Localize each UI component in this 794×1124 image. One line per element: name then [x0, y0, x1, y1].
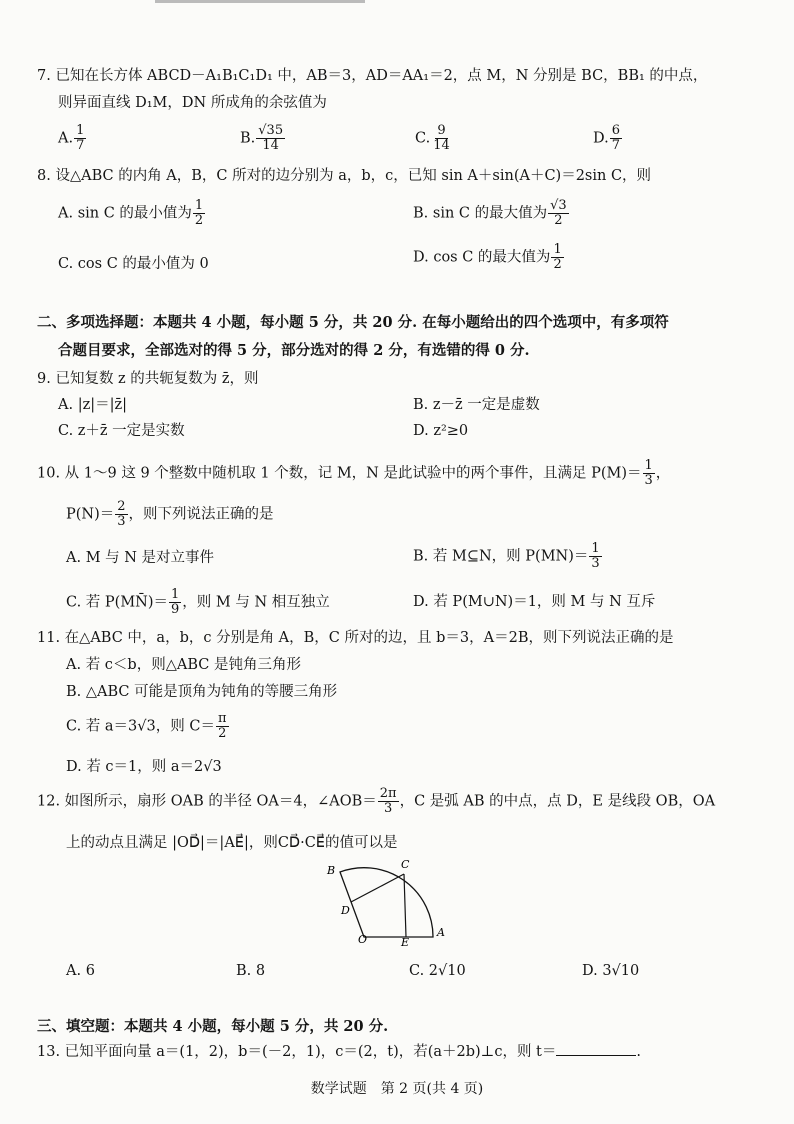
q8-option-b: B. sin C 的最大值为 $\frac{√3}{2}$	[413, 198, 567, 228]
q12-option-c: C. 2√10	[409, 963, 466, 979]
label-o: O	[358, 933, 368, 946]
q7-option-d: D. $\frac{6}{7}$	[593, 123, 620, 153]
segment-ce	[404, 874, 406, 937]
q13-answer-blank[interactable]	[556, 1041, 636, 1056]
label-d: D	[341, 904, 350, 917]
q7-option-c: C. $\frac{9}{14}$	[415, 123, 450, 153]
top-edge-mark	[155, 0, 365, 3]
q8-option-c: C. cos C 的最小值为 0	[58, 256, 209, 272]
q10-option-d: D. 若 P(M∪N)＝1，则 M 与 N 互斥	[413, 594, 656, 610]
sector-outline	[340, 868, 433, 937]
q7-option-b: B. $\frac{√35}{14}$	[240, 123, 284, 153]
q7-stem-2: 则异面直线 D₁M，DN 所成角的余弦值为	[58, 95, 327, 111]
q8-option-d: D. cos C 的最大值为 $\frac{1}{2}$	[413, 242, 562, 272]
q8-option-a: A. sin C 的最小值为 $\frac{1}{2}$	[58, 198, 204, 228]
q11-option-d: D. 若 c＝1，则 a＝2√3	[66, 759, 222, 775]
q9-stem: 9. 已知复数 z 的共轭复数为 z̄，则	[37, 371, 259, 387]
q10-option-b: B. 若 M⊆N，则 P(MN)＝ $\frac{1}{3}$	[413, 541, 600, 571]
label-c: C	[401, 858, 410, 871]
sector-figure	[320, 855, 450, 950]
q9-option-b: B. z－z̄ 一定是虚数	[413, 397, 540, 413]
q10-stem: 10. 从 1～9 这 9 个整数中随机取 1 个数，记 M，N 是此试验中的两个事件，且满足 P(M)＝ $\frac{1}{3}$ ，	[37, 458, 671, 488]
q11-option-a: A. 若 c＜b，则△ABC 是钝角三角形	[66, 657, 301, 673]
q11-option-b: B. △ABC 可能是顶角为钝角的等腰三角形	[66, 684, 338, 700]
section-2-heading-2: 合题目要求，全部选对的得 5 分，部分选对的得 2 分，有选错的得 0 分.	[58, 342, 530, 359]
label-b: B	[327, 864, 336, 877]
label-a: A	[437, 926, 445, 939]
q10-option-c: C. 若 P(MN̄)＝ $\frac{1}{9}$ ，则 M 与 N 相互独立	[66, 587, 330, 617]
q12-option-d: D. 3√10	[582, 963, 640, 979]
label-e: E	[401, 936, 410, 949]
q12-option-a: A. 6	[66, 963, 95, 979]
q8-stem: 8. 设△ABC 的内角 A，B，C 所对的边分别为 a，b，c，已知 sin A＋sin(A＋C)＝2sin C，则	[37, 168, 652, 184]
q13-stem: 13. 已知平面向量 a＝(1，2)，b＝(－2，1)，c＝(2，t)，若(a＋2b)⊥c，则 t＝ .	[37, 1041, 641, 1061]
q10-stem-2: P(N)＝ $\frac{2}{3}$ ，则下列说法正确的是	[66, 499, 274, 529]
segment-cd	[351, 874, 404, 902]
q11-stem: 11. 在△ABC 中，a，b，c 分别是角 A，B，C 所对的边，且 b＝3，A＝2B，则下列说法正确的是	[37, 630, 674, 646]
page-footer: 数学试题 第 2 页(共 4 页)	[310, 1081, 484, 1097]
q9-option-c: C. z＋z̄ 一定是实数	[58, 423, 185, 439]
q7-option-a: A. $\frac{1}{7}$	[58, 123, 85, 153]
section-3-heading: 三、填空题：本题共 4 小题，每小题 5 分，共 20 分.	[37, 1018, 389, 1035]
q12-option-b: B. 8	[236, 963, 266, 979]
q10-option-a: A. M 与 N 是对立事件	[66, 550, 215, 566]
q12-stem: 12. 如图所示，扇形 OAB 的半径 OA＝4，∠AOB＝ $\frac{2\pi}{3}$ ，C 是弧 AB 的中点，点 D，E 是线段 OB，OA	[37, 786, 716, 816]
q9-option-d: D. z²≥0	[413, 423, 469, 439]
q11-option-c: C. 若 a＝3√3，则 C＝ $\frac{\pi}{2}$	[66, 711, 227, 741]
q9-option-a: A. |z|＝|z̄|	[58, 397, 128, 413]
q12-stem-2: 上的动点且满足 |OD⃗|＝|AE⃗|，则CD⃗·CE⃗的值可以是	[66, 835, 398, 851]
section-2-heading: 二、多项选择题：本题共 4 小题，每小题 5 分，共 20 分. 在每小题给出的四个选项中，有多项符	[37, 314, 669, 331]
q7-stem: 7. 已知在长方体 ABCD－A₁B₁C₁D₁ 中，AB＝3，AD＝AA₁＝2，点 M，N 分别是 BC，BB₁ 的中点，	[37, 68, 708, 84]
